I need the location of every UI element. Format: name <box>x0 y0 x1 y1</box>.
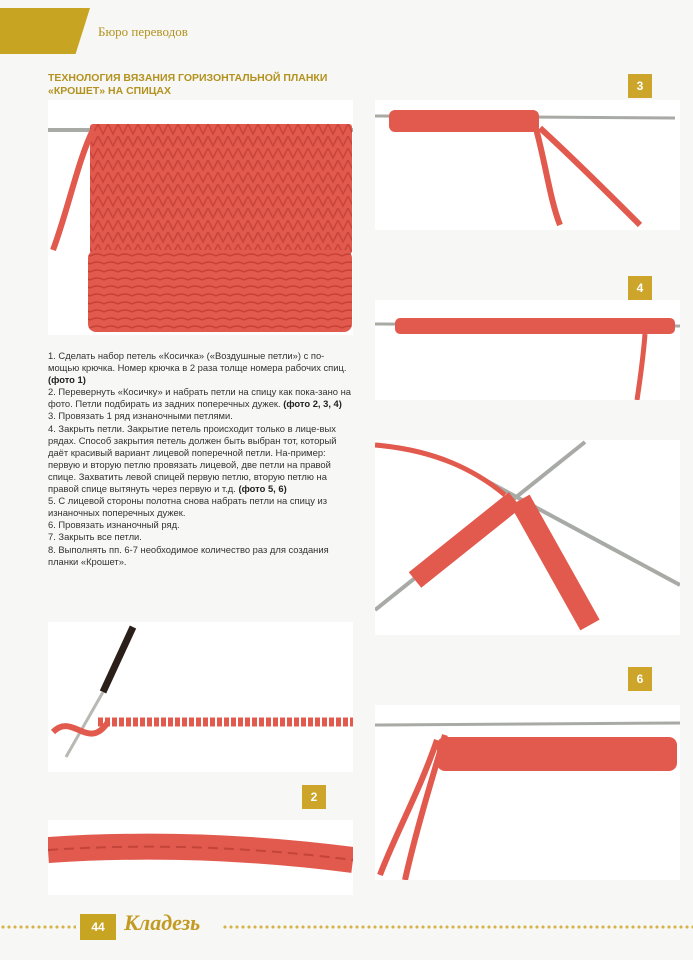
step-text: 5. С лицевой стороны полотна снова набрать петли на спицу из изнаночных поперечных дужек. <box>48 495 328 519</box>
header-tab <box>0 8 90 54</box>
footer-dots-left <box>0 924 76 930</box>
binding-off-image <box>375 440 680 635</box>
crochet-chain-image <box>48 622 353 772</box>
photo-badge-6: 6 <box>628 667 652 691</box>
step-2 <box>48 386 354 410</box>
footer-dots-right <box>222 924 693 930</box>
photo-3 <box>375 100 680 230</box>
purl-row-image <box>375 300 680 400</box>
photo-badge-3: 3 <box>628 74 652 98</box>
step-6 <box>48 519 354 531</box>
photo-4 <box>375 300 680 400</box>
step-3 <box>48 410 354 422</box>
step-4 <box>48 423 354 496</box>
title-line-2: «КРОШЕТ» НА СПИЦАХ <box>48 85 172 97</box>
page-number: 44 <box>80 914 116 940</box>
step-photo-ref: (фото 2, 3, 4) <box>283 398 342 410</box>
main-swatch-photo <box>48 100 353 335</box>
picked-up-stitches-image <box>375 100 680 230</box>
photo-badge-4: 4 <box>628 276 652 300</box>
step-photo-ref: (фото 1) <box>48 374 86 386</box>
step-7 <box>48 531 354 543</box>
step-text: 6. Провязать изнаночный ряд. <box>48 519 180 531</box>
step-text: 2. Перевернуть «Косичку» и набрать петли на спицу как пока-зано на фото. Петли подбирать из задних поперечных дужек. <box>48 386 351 410</box>
photo-6 <box>375 705 680 880</box>
photo-1 <box>48 622 353 772</box>
step-8 <box>48 544 354 568</box>
step-photo-ref: (фото 5, 6) <box>238 483 287 495</box>
photo-badge-2: 2 <box>302 785 326 809</box>
knitted-swatch-image <box>48 100 353 335</box>
step-5 <box>48 495 354 519</box>
crochet-hook-handle <box>103 627 133 692</box>
title-line-1: ТЕХНОЛОГИЯ ВЯЗАНИЯ ГОРИЗОНТАЛЬНОЙ ПЛАНКИ <box>48 72 328 84</box>
photo-5 <box>375 440 680 635</box>
section-title: Бюро переводов <box>98 24 188 39</box>
step-1 <box>48 350 354 386</box>
step-text: 4. Закрыть петли. Закрытие петель происходит только в лице-вых рядах. Способ закрытия петель должен быть выбран тот, который даёт красивый вариант лицевой поперечной петли. На-пример: первую и вторую петлю провязать лицевой, две петли на правой спице. Захватить левой спицей первую петлю, вторую петлю на правой спице вытянуть через первую и т.д. <box>48 422 337 495</box>
article-title <box>48 72 348 98</box>
photo-2 <box>48 820 353 895</box>
step-text: 8. Выполнять пп. 6-7 необходимое количество раз для создания планки «Крошет». <box>48 543 329 567</box>
bound-off-edge-image <box>375 705 680 880</box>
brand-logo: Кладезь <box>124 910 201 935</box>
step-text: 7. Закрыть все петли. <box>48 531 142 543</box>
instructions <box>48 350 354 568</box>
chain-closeup-image <box>48 820 353 895</box>
step-text: 1. Сделать набор петель «Косичка» («Воздушные петли») с по-мощью крючка. Номер крючка в 2 раза толще номера рабочих спиц. <box>48 350 347 374</box>
step-text: 3. Провязать 1 ряд изнаночными петлями. <box>48 410 233 422</box>
